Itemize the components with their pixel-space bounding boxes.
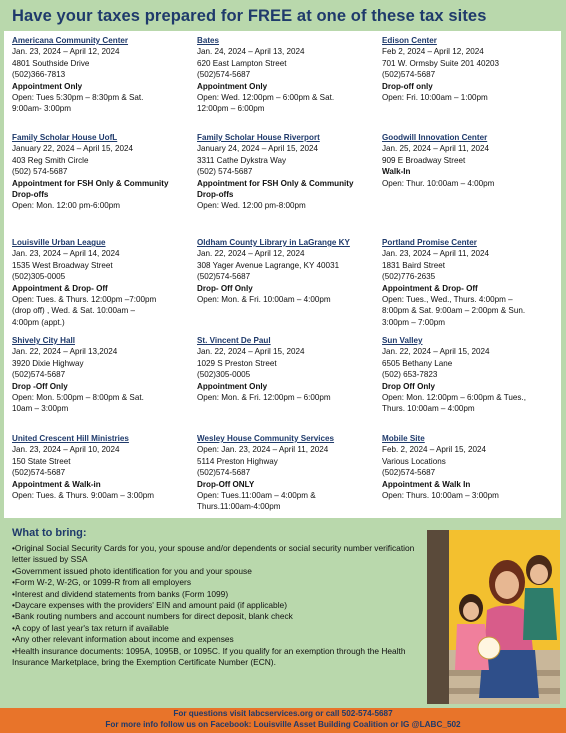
tax-site-name: Edison Center xyxy=(382,36,437,45)
tax-site-detail: Open: Mon. & Fri. 12:00pm – 6:00pm xyxy=(197,393,331,403)
family-photo-illustration xyxy=(427,530,560,704)
tax-site-detail: (502)574-5687 xyxy=(12,468,66,478)
what-to-bring-item: •Form W-2, W-2G, or 1099-R from all employers xyxy=(12,577,192,588)
tax-site-service-type: Drop- Off Only xyxy=(197,283,253,293)
tax-site-card xyxy=(197,237,382,335)
tax-site-name: Oldham County Library in LaGrange KY xyxy=(197,238,350,247)
what-to-bring-item: •Daycare expenses with the providers' EIN and amount paid (if applicable) xyxy=(12,600,288,611)
tax-site-detail: 403 Reg Smith Circle xyxy=(12,155,89,165)
tax-site-detail: (502)574-5687 xyxy=(382,468,436,478)
tax-site-service-type: Appointment Only xyxy=(12,81,83,91)
tax-site-detail: Open: Tues 5:30pm – 8:30pm & Sat. xyxy=(12,93,144,103)
what-to-bring-item: •Bank routing numbers and account numbers for direct deposit, blank check xyxy=(12,611,293,622)
tax-site-detail: Open: Thurs. 10:00am – 3:00pm xyxy=(382,491,499,501)
tax-site-detail: Open: Mon. 5:00pm – 8:00pm & Sat. xyxy=(12,393,144,403)
tax-site-detail: 10am – 3:00pm xyxy=(12,404,69,414)
tax-site-detail: Open: Tues. & Thurs. 9:00am – 3:00pm xyxy=(12,491,155,501)
tax-site-detail: Open: Wed. 12:00 pm-8:00pm xyxy=(197,201,306,211)
tax-site-detail: January 22, 2024 – April 15, 2024 xyxy=(12,144,134,154)
tax-site-service-type: Drop-offs xyxy=(12,190,49,200)
what-to-bring-section xyxy=(0,520,566,708)
tax-site-detail: 1831 Baird Street xyxy=(382,260,445,270)
tax-site-detail: Jan. 23, 2024 – April 14, 2024 xyxy=(12,249,120,259)
tax-site-detail: Open: Tues. & Thurs. 12:00pm –7:00pm xyxy=(12,295,157,305)
tax-site-name: Goodwill Innovation Center xyxy=(382,133,488,142)
tax-site-service-type: Appointment Only xyxy=(197,81,268,91)
tax-site-detail: (502)574-5687 xyxy=(197,70,251,80)
tax-site-detail: 6505 Bethany Lane xyxy=(382,358,453,368)
tax-site-detail: 9:00am- 3:00pm xyxy=(12,104,71,114)
tax-sites-panel xyxy=(4,31,561,518)
what-to-bring-heading: What to bring: xyxy=(12,527,87,539)
tax-site-detail: Thurs.11:00am-4:00pm xyxy=(197,502,281,512)
what-to-bring-item: •Original Social Security Cards for you, your spouse and/or dependents or social security number verification letter issued by SSA xyxy=(12,543,415,565)
what-to-bring-list xyxy=(12,543,424,668)
what-to-bring-item: •Health insurance documents: 1095A, 1095B, or 1095C. If you qualify for an exemption through the Health Insurance Marketplace, bring the Exemption Certificate Number (ECN). xyxy=(12,645,406,668)
page-title: Have your taxes prepared for FREE at one of these tax sites xyxy=(12,7,487,25)
tax-site-detail: 12:00pm – 6:00pm xyxy=(197,104,265,114)
tax-site-card xyxy=(382,433,560,515)
tax-site-name: Family Scholar House Riverport xyxy=(197,133,320,142)
tax-site-detail: Jan. 22, 2024 – April 13,2024 xyxy=(12,347,118,357)
tax-site-service-type: Drop-offs xyxy=(197,190,234,200)
tax-site-card xyxy=(197,335,382,433)
tax-site-detail: (502)305-0005 xyxy=(197,370,251,380)
tax-site-service-type: Drop -Off Only xyxy=(12,381,68,391)
tax-site-detail: Jan. 24, 2024 – April 13, 2024 xyxy=(197,47,305,57)
tax-site-service-type: Appointment for FSH Only & Community xyxy=(12,178,169,188)
tax-site-detail: 3920 Dixie Highway xyxy=(12,358,84,368)
tax-site-detail: 1029 S Preston Street xyxy=(197,358,277,368)
tax-site-card xyxy=(12,335,197,433)
tax-site-detail: (502)574-5687 xyxy=(12,370,66,380)
tax-site-card xyxy=(382,335,560,433)
tax-site-detail: Various Locations xyxy=(382,456,446,466)
tax-site-card xyxy=(197,35,382,132)
tax-site-detail: January 24, 2024 – April 15, 2024 xyxy=(197,144,319,154)
tax-site-detail: Open: Mon. 12:00pm – 6:00pm & Tues., xyxy=(382,393,526,403)
tax-site-detail: Jan. 22, 2024 – April 12, 2024 xyxy=(197,249,305,259)
tax-site-detail: Jan. 23, 2024 – April 11, 2024 xyxy=(382,249,489,259)
tax-site-name: Bates xyxy=(197,36,220,45)
tax-site-detail: (502)574-5687 xyxy=(382,70,436,80)
tax-site-service-type: Appointment & Drop- Off xyxy=(12,283,108,293)
tax-site-detail: Thurs. 10:00am – 4:00pm xyxy=(382,404,475,414)
family-photo xyxy=(427,530,560,704)
tax-site-detail: 150 State Street xyxy=(12,456,71,466)
tax-site-service-type: Walk-In xyxy=(382,167,411,177)
tax-site-detail: Jan. 25, 2024 – April 11, 2024 xyxy=(382,144,489,154)
tax-site-detail: Feb. 2, 2024 – April 15, 2024 xyxy=(382,445,486,455)
what-to-bring-item: •Interest and dividend statements from banks (Form 1099) xyxy=(12,588,229,599)
what-to-bring-item: •A copy of last year's tax return if available xyxy=(12,622,169,633)
tax-site-card xyxy=(197,132,382,237)
tax-site-detail: Open: Mon. & Fri. 10:00am – 4:00pm xyxy=(197,295,331,305)
what-to-bring-item: •Any other relevant information about income and expenses xyxy=(12,634,234,645)
tax-site-name: Americana Community Center xyxy=(12,36,129,45)
footer-contact-bar xyxy=(0,708,566,733)
tax-site-detail: (502)305-0005 xyxy=(12,272,66,282)
tax-site-detail: 8:00pm & Sat. 9:00am – 2:00pm & Sun. xyxy=(382,306,526,316)
tax-site-detail: (502)366-7813 xyxy=(12,70,66,80)
tax-site-detail: (502) 574-5687 xyxy=(12,167,68,177)
tax-site-name: Wesley House Community Services xyxy=(197,434,335,443)
tax-site-detail: Open: Mon. 12:00 pm-6:00pm xyxy=(12,201,120,211)
tax-site-service-type: Drop Off Only xyxy=(382,381,436,391)
tax-site-detail: 308 Yager Avenue Lagrange, KY 40031 xyxy=(197,260,340,270)
tax-site-detail: 4:00pm (appt.) xyxy=(12,317,65,327)
tax-site-detail: 3311 Cathe Dykstra Way xyxy=(197,155,287,165)
tax-site-detail: (502)574-5687 xyxy=(197,272,251,282)
tax-site-card xyxy=(12,35,197,132)
tax-site-detail: Open: Jan. 23, 2024 – April 11, 2024 xyxy=(197,445,329,455)
tax-site-name: Portland Promise Center xyxy=(382,238,477,247)
tax-site-card xyxy=(382,35,560,132)
tax-site-name: Mobile Site xyxy=(382,434,425,443)
tax-site-detail: Open: Tues., Wed., Thurs. 4:00pm – xyxy=(382,295,513,305)
tax-site-detail: Open: Tues.11:00am – 4:00pm & xyxy=(197,491,316,501)
what-to-bring-item: •Government issued photo identification for you and your spouse xyxy=(12,565,252,576)
tax-site-detail: Jan. 22, 2024 – April 15, 2024 xyxy=(382,347,490,357)
tax-site-card xyxy=(382,237,560,335)
tax-site-service-type: Appointment for FSH Only & Community xyxy=(197,178,354,188)
tax-site-name: United Crescent Hill Ministries xyxy=(12,434,129,443)
tax-site-name: Sun Valley xyxy=(382,336,423,345)
tax-site-card xyxy=(12,237,197,335)
tax-site-detail: (502) 653-7823 xyxy=(382,370,438,380)
tax-site-detail: Open: Wed. 12:00pm – 6:00pm & Sat. xyxy=(197,93,335,103)
tax-site-detail: 4801 Southside Drive xyxy=(12,58,90,68)
tax-site-detail: Open: Thur. 10:00am – 4:00pm xyxy=(382,178,495,188)
tax-site-detail: (502)574-5687 xyxy=(197,468,251,478)
footer-questions-line: For questions visit labcservices.org or call 502-574-5687 xyxy=(173,709,393,718)
tax-site-detail: (502) 574-5687 xyxy=(197,167,253,177)
tax-site-detail: (drop off) , Wed. & Sat. 10:00am – xyxy=(12,306,135,316)
tax-site-service-type: Drop-Off ONLY xyxy=(197,479,255,489)
footer-social-line: For more info follow us on Facebook: Louisville Asset Building Coalition or IG @LABC_502 xyxy=(105,720,461,729)
tax-sites-grid xyxy=(12,35,560,515)
tax-site-detail: (502)776-2635 xyxy=(382,272,436,282)
tax-site-card xyxy=(197,433,382,515)
tax-site-service-type: Appointment Only xyxy=(197,381,268,391)
tax-site-card xyxy=(12,433,197,515)
tax-site-detail: 3:00pm – 7:00pm xyxy=(382,317,445,327)
tax-site-card xyxy=(382,132,560,237)
tax-site-name: Family Scholar House UofL xyxy=(12,133,118,142)
tax-site-detail: Open: Fri. 10:00am – 1:00pm xyxy=(382,93,488,103)
tax-site-service-type: Drop-off only xyxy=(382,81,433,91)
tax-site-detail: Jan. 23, 2024 – April 12, 2024 xyxy=(12,47,120,57)
tax-site-detail: 701 W. Ormsby Suite 201 40203 xyxy=(382,58,499,68)
tax-site-service-type: Appointment & Walk In xyxy=(382,479,471,489)
tax-site-detail: Feb 2, 2024 – April 12, 2024 xyxy=(382,47,484,57)
tax-site-detail: 5114 Preston Highway xyxy=(197,456,278,466)
tax-site-detail: 620 East Lampton Street xyxy=(197,58,287,68)
tax-site-service-type: Appointment & Drop- Off xyxy=(382,283,478,293)
tax-site-detail: 1535 West Broadway Street xyxy=(12,260,113,270)
tax-site-detail: Jan. 22, 2024 – April 15, 2024 xyxy=(197,347,305,357)
tax-site-card xyxy=(12,132,197,237)
tax-site-service-type: Appointment & Walk-in xyxy=(12,479,101,489)
tax-site-name: Louisville Urban League xyxy=(12,238,106,247)
tax-site-detail: Jan. 23, 2024 – April 10, 2024 xyxy=(12,445,120,455)
tax-site-name: Shively City Hall xyxy=(12,336,75,345)
tax-site-detail: 909 E Broadway Street xyxy=(382,155,466,165)
tax-site-name: St. Vincent De Paul xyxy=(197,336,271,345)
